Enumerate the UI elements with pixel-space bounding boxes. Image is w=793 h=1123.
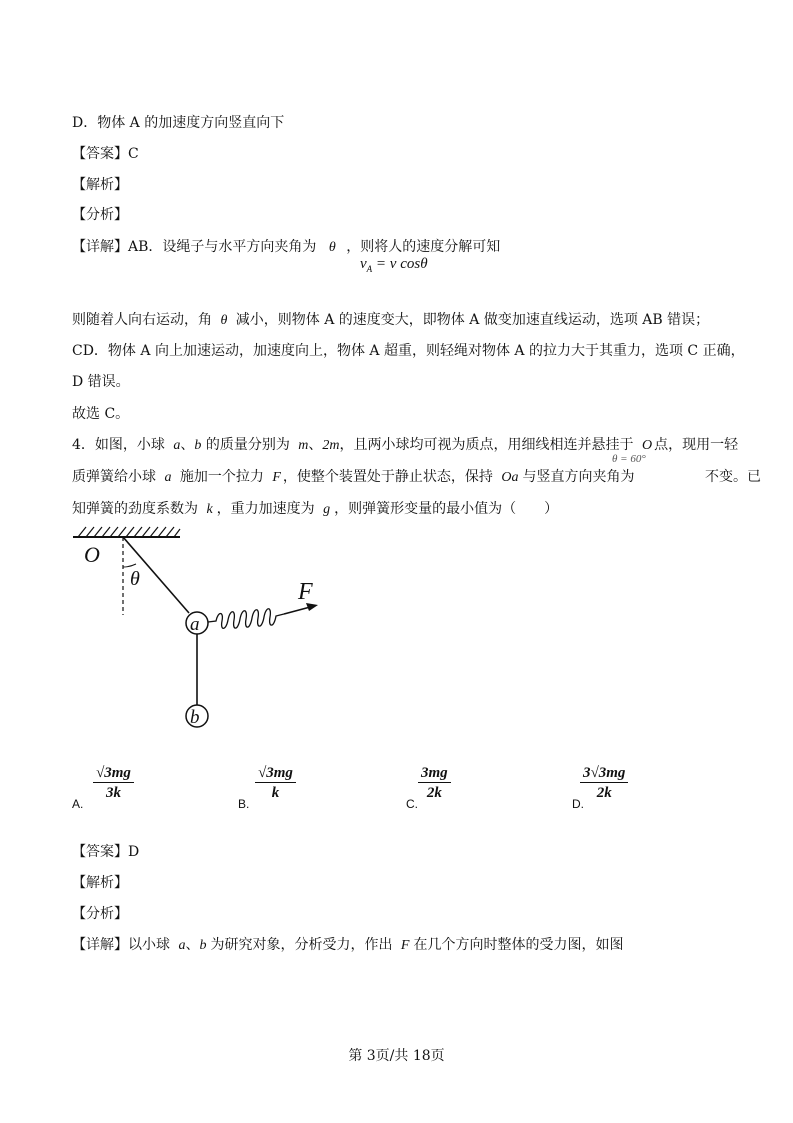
sol-var-a: a bbox=[178, 938, 186, 953]
sep-2: 、 bbox=[308, 437, 323, 453]
label-a: a bbox=[190, 614, 200, 635]
q4-line2-d: 与竖直方向夹角为 bbox=[522, 469, 635, 485]
option-c-den: 2k bbox=[418, 782, 451, 803]
theta-symbol: θ bbox=[328, 240, 336, 255]
sol4-answer: 【答案】D bbox=[72, 844, 140, 860]
q4-line1-c: ，且两小球均可视为质点，用细线相连并悬挂于 bbox=[339, 437, 634, 453]
option-a-den: 3k bbox=[93, 782, 134, 803]
formula-sub: A bbox=[366, 264, 373, 274]
sol-var-b: b bbox=[199, 938, 207, 953]
q4-line1-a: 4．如图，小球 bbox=[72, 437, 165, 453]
line2 bbox=[72, 311, 709, 330]
var-k: k bbox=[206, 502, 213, 517]
q4-line2-b: 施加一个拉力 bbox=[179, 469, 264, 485]
q4-line3-c: ，则弹簧形变量的最小值为（ ） bbox=[334, 501, 559, 517]
q4-line2 bbox=[72, 468, 761, 487]
var-F: F bbox=[272, 470, 281, 485]
theta-symbol-2: θ bbox=[220, 313, 228, 328]
var-Oa: Oa bbox=[501, 470, 519, 485]
answer-label: 【答案】C bbox=[72, 146, 139, 162]
label-O: O bbox=[84, 542, 100, 567]
detail-intro bbox=[72, 238, 500, 257]
q4-line3 bbox=[72, 500, 558, 519]
sol4-detail-a: 【详解】以小球 bbox=[72, 937, 170, 953]
sol-sep: 、 bbox=[185, 937, 200, 953]
option-b-fraction bbox=[255, 764, 296, 803]
page-footer: 第 3页/共 18页 bbox=[348, 1048, 445, 1064]
option-b-num: √3mg bbox=[258, 765, 293, 781]
q4-line2-c: ，使整个装置处于静止状态，保持 bbox=[282, 469, 493, 485]
sep: 、 bbox=[180, 437, 195, 453]
var-2m: 2m bbox=[322, 438, 340, 453]
option-b-label: B. bbox=[238, 797, 250, 811]
var-a: a bbox=[173, 438, 181, 453]
q4-line1-b: 的质量分别为 bbox=[205, 437, 290, 453]
fenxi-label: 【分析】 bbox=[72, 207, 128, 223]
q4-line2-e: 不变。已 bbox=[704, 469, 761, 485]
sol4-detail-c: 在几个方向时整体的受力图，如图 bbox=[413, 937, 624, 953]
sol4-fenxi: 【分析】 bbox=[72, 906, 128, 922]
detail-intro-text: 【详解】AB．设绳子与水平方向夹角为 bbox=[72, 239, 317, 255]
line3: CD．物体 A 向上加速运动，加速度向上，物体 A 超重，则轻绳对物体 A 的拉力大于其重力，选项 C 正确， bbox=[72, 343, 745, 359]
option-a-num: √3mg bbox=[96, 765, 131, 781]
option-d-label: D. bbox=[572, 797, 584, 811]
line4: D 错误。 bbox=[72, 374, 130, 390]
var-a-2: a bbox=[164, 470, 172, 485]
q4-line3-b: ，重力加速度为 bbox=[216, 501, 315, 517]
q4-line1-d: 点，现用一轻 bbox=[654, 437, 739, 453]
option-c-num: 3mg bbox=[421, 765, 448, 781]
option-d-text: D．物体 A 的加速度方向竖直向下 bbox=[72, 115, 285, 131]
velocity-formula bbox=[360, 256, 428, 274]
option-a-label: A. bbox=[72, 797, 84, 811]
option-a-fraction bbox=[93, 764, 134, 803]
sol4-analysis: 【解析】 bbox=[72, 875, 128, 891]
detail-intro-tail: ，则将人的速度分解可知 bbox=[346, 239, 501, 255]
option-c-label: C. bbox=[406, 797, 418, 811]
label-b: b bbox=[190, 707, 200, 728]
line2-b: 减小，则物体 A 的速度变大，即物体 A 做变加速直线运动，选项 AB 错误； bbox=[235, 312, 710, 328]
theta-60-label: θ = 60° bbox=[612, 453, 646, 465]
sol-var-F: F bbox=[400, 938, 410, 953]
option-d-den: 2k bbox=[580, 782, 628, 803]
option-c-fraction bbox=[418, 764, 451, 803]
physics-figure bbox=[70, 525, 340, 740]
label-theta: θ bbox=[130, 568, 140, 590]
option-d-num: 3√3mg bbox=[583, 765, 626, 781]
var-g: g bbox=[323, 502, 331, 517]
option-b-den: k bbox=[255, 782, 296, 803]
line5: 故选 C。 bbox=[72, 406, 130, 422]
formula-rhs: = v cosθ bbox=[372, 256, 428, 272]
sol4-detail-b: 为研究对象，分析受力，作出 bbox=[210, 937, 393, 953]
var-m: m bbox=[298, 438, 309, 453]
option-d-fraction bbox=[580, 764, 628, 803]
sol4-detail bbox=[72, 936, 623, 955]
q4-line3-a: 知弹簧的劲度系数为 bbox=[72, 501, 198, 517]
ceiling-hatch bbox=[78, 527, 180, 537]
line2-a: 则随着人向右运动，角 bbox=[72, 312, 212, 328]
theta-arc bbox=[123, 564, 136, 567]
formula-lhs: v bbox=[360, 256, 367, 272]
spring bbox=[208, 609, 284, 629]
var-O: O bbox=[641, 438, 653, 453]
var-b: b bbox=[194, 438, 202, 453]
analysis-label: 【解析】 bbox=[72, 177, 128, 193]
label-F: F bbox=[298, 579, 313, 605]
q4-line2-a: 质弹簧给小球 bbox=[72, 469, 156, 485]
